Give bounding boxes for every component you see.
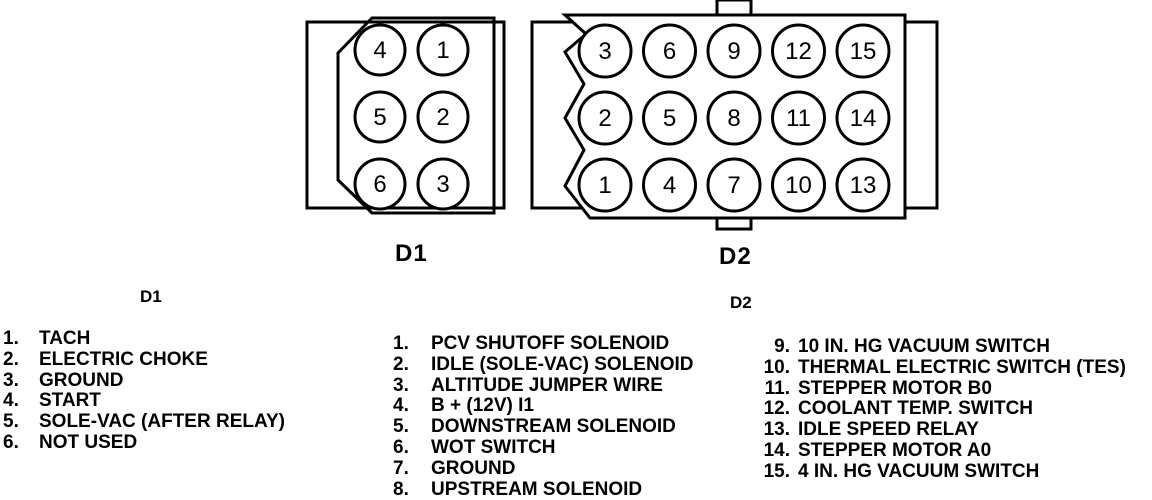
legend-item — [393, 438, 693, 459]
legend-item — [393, 459, 693, 480]
legend-item — [3, 433, 285, 454]
legend-item-number: 11. — [764, 377, 790, 399]
d2-pin-1 — [579, 159, 631, 211]
legend-item-text: ELECTRIC CHOKE — [39, 348, 208, 370]
d1-pin-number: 5 — [373, 104, 387, 131]
d2-pin-13 — [837, 159, 889, 211]
d2-pin-number: 11 — [786, 105, 811, 132]
legend-item-number: 6. — [393, 436, 409, 458]
legend-item — [3, 371, 285, 392]
legend-item — [3, 391, 285, 412]
d2-pin-15 — [837, 25, 889, 77]
legend-item — [393, 480, 693, 500]
d2-pin-10 — [773, 159, 825, 211]
legend-item — [393, 417, 693, 438]
d2-pin-number: 7 — [727, 172, 741, 199]
d2-pin-number: 2 — [598, 105, 612, 132]
legend-item-number: 5. — [393, 416, 409, 438]
d1-pin-3 — [418, 159, 468, 209]
legend-item-text: THERMAL ELECTRIC SWITCH (TES) — [798, 356, 1126, 378]
d2-pin-number: 10 — [785, 172, 812, 199]
legend-item-text: WOT SWITCH — [431, 436, 556, 458]
legend-item-number: 9. — [774, 336, 790, 357]
d1-pin-grid — [355, 25, 468, 209]
legend-item-number: 4. — [393, 395, 409, 417]
d2-pin-number: 8 — [727, 105, 741, 132]
legend-item — [735, 337, 1126, 358]
d2-pin-number: 4 — [662, 172, 677, 199]
d2-pin-number: 12 — [785, 38, 812, 65]
d2-pin-2 — [579, 92, 631, 144]
d2-pin-7 — [708, 159, 760, 211]
legend-item-number: 1. — [393, 333, 409, 354]
legend-item-text: STEPPER MOTOR B0 — [798, 377, 992, 399]
legend-item-number: 2. — [393, 353, 409, 375]
d2-pin-9 — [708, 25, 760, 77]
legend-item-text: START — [39, 390, 101, 412]
legend-item — [735, 441, 1126, 462]
d2-pin-12 — [773, 25, 825, 77]
legend-d2-list-right — [735, 337, 1126, 483]
legend-d2-title: D2 — [730, 293, 752, 312]
legend-item — [735, 379, 1126, 400]
legend-item — [735, 358, 1126, 379]
d2-pin-number: 6 — [662, 38, 677, 65]
d2-pin-grid — [579, 25, 889, 211]
legend-item-number: 12. — [763, 398, 790, 420]
legend-item — [3, 329, 285, 350]
legend-item — [735, 462, 1126, 483]
legend-item-number: 4. — [3, 390, 19, 412]
legend-item-text: GROUND — [39, 369, 124, 391]
d2-pin-number: 1 — [598, 172, 612, 199]
legend-item — [393, 355, 693, 376]
d1-pin-number: 6 — [373, 171, 387, 198]
legend-item-number: 6. — [3, 431, 19, 453]
d2-pin-14 — [837, 92, 889, 144]
legend-item-number: 7. — [393, 457, 409, 479]
legend-item-number: 13. — [763, 419, 790, 441]
legend-item — [735, 420, 1126, 441]
legend-d1-title: D1 — [140, 287, 162, 306]
legend-item-number: 15. — [763, 460, 790, 482]
legend-item-text: UPSTREAM SOLENOID — [431, 478, 643, 500]
d2-pin-number: 13 — [849, 172, 877, 199]
d2-pin-3 — [579, 25, 631, 77]
legend-item-text: GROUND — [431, 457, 516, 479]
d2-pin-6 — [644, 25, 696, 77]
legend-item — [3, 350, 285, 371]
legend-item-number: 14. — [763, 439, 790, 461]
d2-pin-5 — [644, 92, 696, 144]
legend-item-text: SOLE-VAC (AFTER RELAY) — [39, 411, 285, 433]
legend-item — [393, 334, 693, 355]
legend-item-number: 5. — [3, 411, 19, 433]
legend-item-number: 8. — [393, 478, 409, 500]
d2-pin-number: 9 — [727, 38, 741, 65]
d1-pin-1 — [418, 25, 468, 75]
d1-pin-4 — [355, 25, 405, 75]
legend-item-text: TACH — [39, 328, 91, 349]
d1-pin-number: 4 — [373, 37, 387, 64]
legend-item-number: 10. — [763, 356, 790, 378]
legend-item-text: IDLE (SOLE-VAC) SOLENOID — [431, 353, 694, 375]
d1-pin-number: 2 — [436, 104, 450, 131]
d1-pin-6 — [355, 159, 405, 209]
legend-item-number: 1. — [3, 328, 19, 349]
d1-pin-2 — [418, 92, 468, 142]
legend-item-text: IDLE SPEED RELAY — [798, 419, 979, 441]
legend-item — [393, 396, 693, 417]
legend-item-text: PCV SHUTOFF SOLENOID — [431, 333, 670, 354]
legend-item — [3, 412, 285, 433]
legend-d1-list — [3, 329, 285, 454]
legend-item-number: 2. — [3, 348, 19, 370]
legend-item-text: DOWNSTREAM SOLENOID — [431, 416, 676, 438]
legend-item-text: STEPPER MOTOR A0 — [798, 439, 992, 461]
d2-pin-4 — [644, 159, 696, 211]
legend-item — [735, 399, 1126, 420]
legend-item-text: COOLANT TEMP. SWITCH — [798, 398, 1034, 420]
legend-item-text: 10 IN. HG VACUUM SWITCH — [798, 336, 1050, 357]
legend-item-number: 3. — [393, 374, 409, 396]
d2-pin-number: 3 — [598, 38, 612, 65]
d1-pin-number: 3 — [436, 171, 450, 198]
d2-connector-label: D2 — [719, 243, 752, 270]
legend-item-number: 3. — [3, 369, 19, 391]
legend-item-text: 4 IN. HG VACUUM SWITCH — [798, 460, 1040, 482]
d2-pin-number: 14 — [849, 105, 877, 132]
legend-item-text: ALTITUDE JUMPER WIRE — [431, 374, 663, 396]
legend-item-text: B + (12V) I1 — [431, 395, 534, 417]
d2-pin-number: 5 — [662, 105, 677, 132]
d2-pin-8 — [708, 92, 760, 144]
d1-connector-label: D1 — [395, 240, 428, 267]
legend-item — [393, 376, 693, 397]
legend-item-text: NOT USED — [39, 431, 138, 453]
d2-pin-number: 15 — [849, 38, 877, 65]
d2-pin-11 — [773, 92, 825, 144]
d1-pin-5 — [355, 92, 405, 142]
legend-d2-list-left — [393, 334, 693, 500]
d1-pin-number: 1 — [436, 37, 450, 64]
